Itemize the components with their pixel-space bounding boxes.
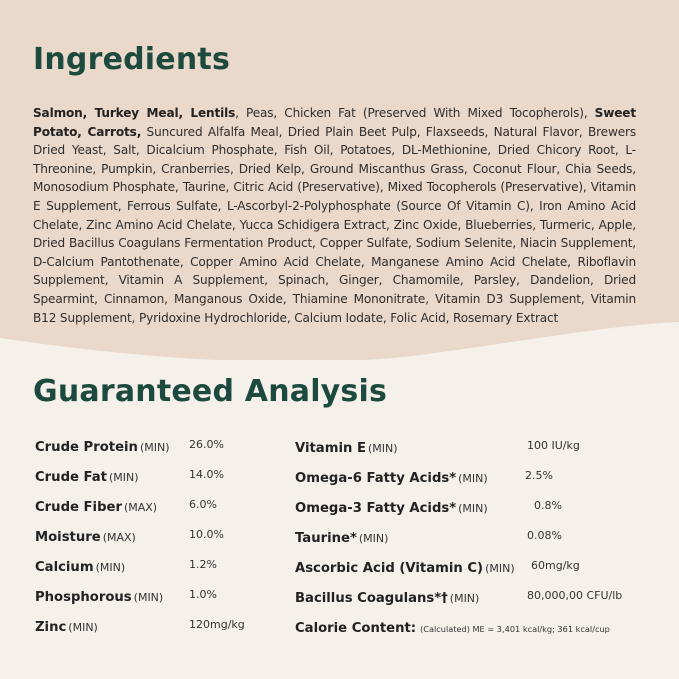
- analysis-row-bacillus-coagulans: [295, 587, 645, 609]
- analysis-row-zinc: [35, 616, 285, 638]
- nutrient-qualifier: (MIN): [95, 561, 126, 574]
- nutrient-value: 26.0%: [189, 438, 224, 451]
- nutrient-value: 10.0%: [189, 528, 224, 541]
- ingredients-list: [33, 104, 636, 327]
- analysis-row-calorie-content: [295, 617, 675, 639]
- nutrient-qualifier: (MIN): [449, 592, 480, 605]
- nutrient-name: Vitamin E: [295, 441, 366, 456]
- nutrient-qualifier: (MIN): [458, 502, 488, 515]
- nutrient-name: Bacillus Coagulans*†: [295, 591, 448, 606]
- nutrient-name: Crude Fat: [35, 470, 107, 485]
- nutrient-qualifier: (MIN): [358, 532, 389, 545]
- nutrient-value: 100 IU/kg: [527, 439, 580, 452]
- calorie-content-label: Calorie Content:: [295, 621, 417, 636]
- analysis-row-vitamin-e: [295, 437, 645, 459]
- nutrient-name: Moisture: [35, 530, 101, 545]
- nutrient-name: Omega-6 Fatty Acids*: [295, 471, 457, 486]
- analysis-row-omega-6: [295, 467, 645, 489]
- nutrient-value: 60mg/kg: [531, 559, 580, 572]
- nutrient-name: Omega-3 Fatty Acids*: [295, 501, 457, 516]
- analysis-row-crude-protein: [35, 436, 285, 458]
- analysis-row-moisture: [35, 526, 285, 548]
- analysis-row-phosphorous: [35, 586, 285, 608]
- nutrient-value: 14.0%: [189, 468, 224, 481]
- ingredients-title: Ingredients: [33, 42, 230, 77]
- nutrient-value: 1.2%: [189, 558, 217, 571]
- nutrient-value: 0.8%: [534, 499, 562, 512]
- nutrient-name: Crude Fiber: [35, 500, 122, 515]
- nutrient-value: 80,000,00 CFU/lb: [527, 589, 623, 602]
- nutrient-value: 2.5%: [525, 469, 553, 482]
- nutrient-qualifier: (MAX): [123, 501, 158, 514]
- nutrient-qualifier: (MIN): [133, 591, 164, 604]
- nutrient-qualifier: (MIN): [68, 621, 98, 634]
- nutrient-name: Crude Protein: [35, 440, 138, 455]
- nutrient-name: Calcium: [35, 560, 94, 575]
- nutrient-qualifier: (MIN): [139, 441, 170, 454]
- nutrient-qualifier: (MIN): [485, 562, 515, 575]
- guaranteed-analysis-title: Guaranteed Analysis: [33, 374, 388, 409]
- analysis-row-crude-fiber: [35, 496, 285, 518]
- ingredients-bold-mid: Sweet Potato, Carrots,: [33, 106, 636, 139]
- nutrient-name: Taurine*: [295, 531, 357, 546]
- analysis-row-calcium: [35, 556, 285, 578]
- analysis-row-omega-3: [295, 497, 645, 519]
- analysis-row-crude-fat: [35, 466, 285, 488]
- nutrient-name: Phosphorous: [35, 590, 132, 605]
- ingredients-mid: , Peas, Chicken Fat (Preserved With Mixed Tocopherols),: [235, 106, 595, 120]
- nutrient-qualifier: (MAX): [102, 531, 136, 544]
- nutrient-name: Ascorbic Acid (Vitamin C): [295, 561, 484, 576]
- nutrient-qualifier: (MIN): [458, 472, 488, 485]
- nutrient-qualifier: (MIN): [367, 442, 398, 455]
- analysis-row-ascorbic-acid: [295, 557, 645, 579]
- ingredients-rest: Suncured Alfalfa Meal, Dried Plain Beet Pulp, Flaxseeds, Natural Flavor, Brewers Dried Yeast, Salt, Dicalcium Phosphate, Fish Oil, Potatoes, DL-Methionine, Dried Chicory Root, L-Threonine, Pumpkin, Cranberries, Dried Kelp, Ground Miscanthus Grass, Coconut Flour, Chia Seeds, Monosodium Phosphate, Taurine, Citric Acid (Preservative), Mixed Tocopherols (Preservative), Vitamin E Supplement, Ferrous Sulfate, L-Ascorbyl-2-Polyphosphate (Source Of Vitamin C), Iron Amino Acid Chelate, Zinc Amino Acid Chelate, Yucca Schidigera Extract, Zinc Oxide, Blueberries, Turmeric, Apple, Dried Bacillus Coagulans Fermentation Product, Copper Sulfate, Sodium Selenite, Niacin Supplement, D-Calcium Pantothenate, Copper Amino Acid Chelate, Manganese Amino Acid Chelate, Riboflavin Supplement, Vitamin A Supplement, Spinach, Ginger, Chamomile, Parsley, Dandelion, Dried Spearmint, Cinnamon, Manganous Oxide, Thiamine Mononitrate, Vitamin D3 Supplement, Vitamin B12 Supplement, Pyridoxine Hydrochloride, Calcium Iodate, Folic Acid, Rosemary Extract: [33, 124, 636, 325]
- nutrient-name: Zinc: [35, 620, 67, 635]
- nutrient-value: 6.0%: [189, 498, 217, 511]
- nutrient-qualifier: (MIN): [108, 471, 139, 484]
- calorie-content-note: (Calculated) ME = 3,401 kcal/kg; 361 kcal/cup: [420, 624, 610, 634]
- nutrient-value: 0.08%: [527, 529, 562, 542]
- ingredients-bold-start: Salmon, Turkey Meal, Lentils: [33, 106, 236, 120]
- nutrient-value: 1.0%: [189, 588, 217, 601]
- nutrient-value: 120mg/kg: [189, 618, 245, 631]
- analysis-row-taurine: [295, 527, 645, 549]
